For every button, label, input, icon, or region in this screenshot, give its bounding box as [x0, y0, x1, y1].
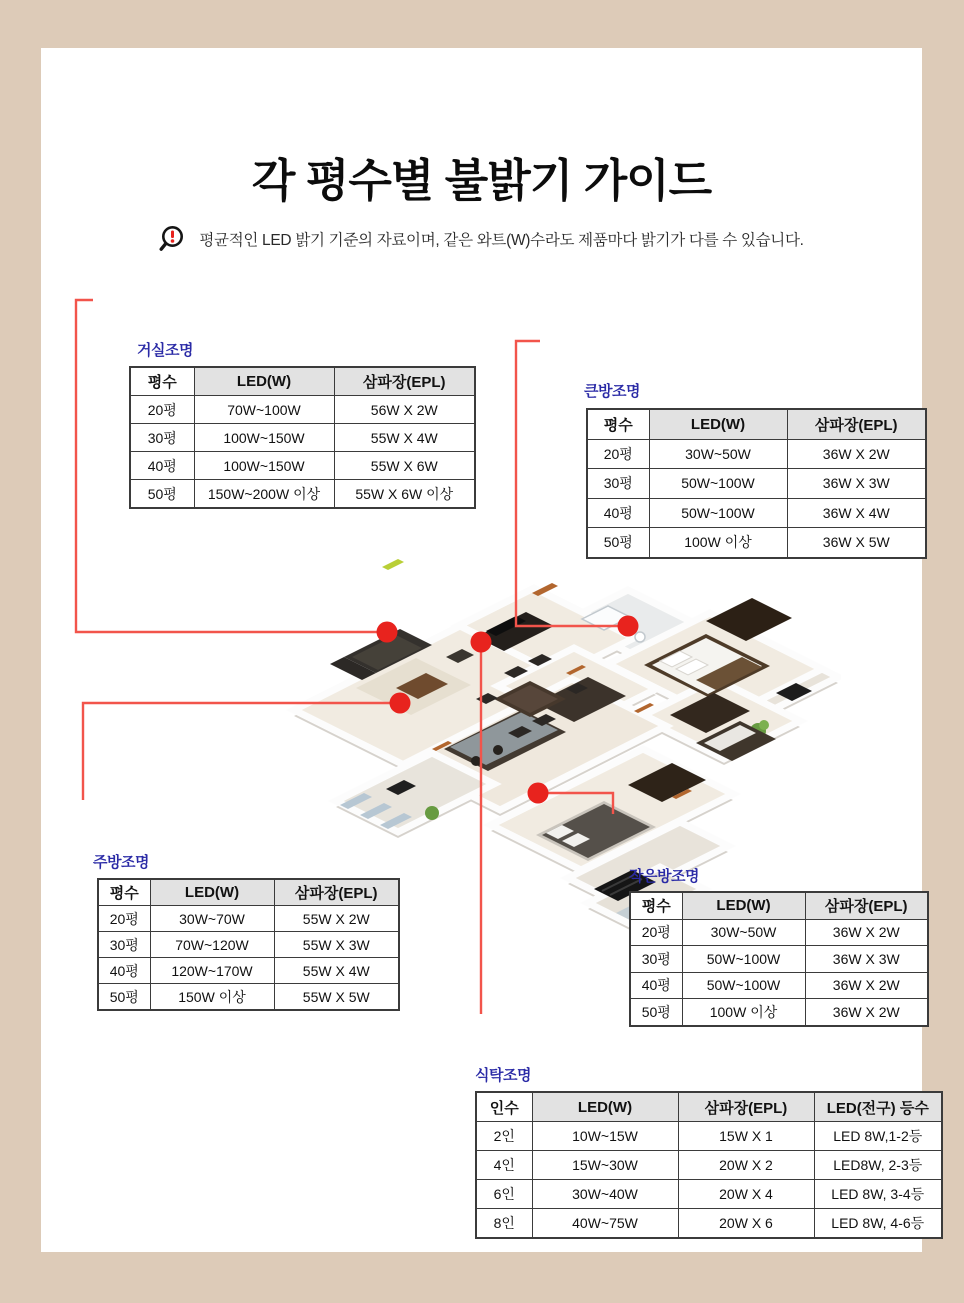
table-cell: 6인: [476, 1180, 532, 1209]
column-header: LED(전구) 등수: [814, 1092, 942, 1122]
notice-row: [41, 224, 922, 254]
table-cell: 55W X 4W: [334, 424, 475, 452]
table-row: [98, 984, 399, 1011]
table-row: [476, 1151, 942, 1180]
column-header: 삼파장(EPL): [334, 367, 475, 396]
table-cell: 40평: [630, 972, 682, 999]
table-cell: 30W~50W: [649, 439, 787, 469]
table-cell: 36W X 3W: [805, 946, 928, 973]
table-row: [98, 932, 399, 958]
table-cell: 20평: [630, 919, 682, 946]
column-header: 삼파장(EPL): [678, 1092, 814, 1122]
table-cell: 36W X 4W: [787, 498, 926, 528]
table-cell: LED8W, 2-3등: [814, 1151, 942, 1180]
column-header: 인수: [476, 1092, 532, 1122]
living-label: 거실조명: [137, 342, 193, 359]
table-cell: 50평: [98, 984, 150, 1011]
table-cell: 8인: [476, 1209, 532, 1239]
table-cell: 30평: [587, 469, 649, 499]
table-cell: 30평: [130, 424, 194, 452]
table-cell: 30W~50W: [682, 919, 805, 946]
table-cell: 55W X 4W: [274, 958, 399, 984]
table-row: [476, 1122, 942, 1151]
table-cell: 30평: [630, 946, 682, 973]
table-cell: 40평: [130, 452, 194, 480]
table-cell: 56W X 2W: [334, 396, 475, 424]
table-cell: 15W~30W: [532, 1151, 678, 1180]
table-row: [630, 946, 928, 973]
table-cell: 150W 이상: [150, 984, 274, 1011]
column-header: 평수: [130, 367, 194, 396]
table-cell: 100W~150W: [194, 424, 334, 452]
table-row: [130, 396, 475, 424]
table-cell: 100W~150W: [194, 452, 334, 480]
wall-art: [382, 559, 404, 570]
column-header: 평수: [630, 892, 682, 919]
table-cell: 36W X 5W: [787, 528, 926, 558]
header-row: [98, 879, 399, 906]
table-row: [130, 452, 475, 480]
table-cell: 50W~100W: [682, 946, 805, 973]
table-row: [476, 1180, 942, 1209]
table-cell: 100W 이상: [682, 999, 805, 1026]
content-panel: [41, 48, 929, 1252]
table-row: [630, 972, 928, 999]
table-cell: 120W~170W: [150, 958, 274, 984]
table-row: [587, 498, 926, 528]
table-cell: 36W X 2W: [805, 972, 928, 999]
table-cell: 2인: [476, 1122, 532, 1151]
header-row: [476, 1092, 942, 1122]
table-row: [587, 528, 926, 558]
header-row: [630, 892, 928, 919]
kitchen-label: 주방조명: [93, 854, 149, 871]
table-cell: 20평: [130, 396, 194, 424]
table-row: [587, 439, 926, 469]
table-cell: 30W~70W: [150, 906, 274, 932]
table-cell: 55W X 6W: [334, 452, 475, 480]
table-cell: 20평: [587, 439, 649, 469]
table-cell: 10W~15W: [532, 1122, 678, 1151]
table-cell: 20W X 6: [678, 1209, 814, 1239]
column-header: 삼파장(EPL): [274, 879, 399, 906]
column-header: LED(W): [532, 1092, 678, 1122]
dining-label: 식탁조명: [475, 1067, 531, 1084]
table-cell: LED 8W,1-2등: [814, 1122, 942, 1151]
table-cell: 50W~100W: [649, 469, 787, 499]
table-cell: 40평: [98, 958, 150, 984]
table-cell: 20평: [98, 906, 150, 932]
table-row: [630, 919, 928, 946]
table-cell: 70W~120W: [150, 932, 274, 958]
table-cell: 50W~100W: [649, 498, 787, 528]
table-row: [98, 906, 399, 932]
living-table: [129, 366, 476, 509]
table-row: [130, 480, 475, 509]
column-header: 평수: [98, 879, 150, 906]
table-cell: LED 8W, 4-6등: [814, 1209, 942, 1239]
notice-text: 평균적인 LED 밝기 기준의 자료이며, 같은 와트(W)수라도 제품마다 밝기가 다를 수 있습니다.: [199, 232, 804, 249]
table-cell: 30W~40W: [532, 1180, 678, 1209]
table-cell: 20W X 2: [678, 1151, 814, 1180]
table-cell: 40W~75W: [532, 1209, 678, 1239]
table-cell: 15W X 1: [678, 1122, 814, 1151]
table-cell: LED 8W, 3-4등: [814, 1180, 942, 1209]
table-row: [630, 999, 928, 1026]
table-cell: 36W X 3W: [787, 469, 926, 499]
header-row: [130, 367, 475, 396]
table-cell: 150W~200W 이상: [194, 480, 334, 509]
table-cell: 50평: [130, 480, 194, 509]
table-cell: 55W X 2W: [274, 906, 399, 932]
table-cell: 20W X 4: [678, 1180, 814, 1209]
table-cell: 100W 이상: [649, 528, 787, 558]
table-cell: 36W X 2W: [787, 439, 926, 469]
column-header: LED(W): [682, 892, 805, 919]
kitchen-table: [97, 878, 400, 1011]
table-cell: 70W~100W: [194, 396, 334, 424]
table-cell: 36W X 2W: [805, 999, 928, 1026]
header-row: [587, 409, 926, 439]
table-cell: 55W X 3W: [274, 932, 399, 958]
column-header: LED(W): [194, 367, 334, 396]
table-cell: 55W X 5W: [274, 984, 399, 1011]
column-header: LED(W): [150, 879, 274, 906]
big-room-table: [586, 408, 927, 559]
small-room-label: 작은방조명: [629, 868, 699, 885]
table-cell: 36W X 2W: [805, 919, 928, 946]
table-cell: 4인: [476, 1151, 532, 1180]
column-header: LED(W): [649, 409, 787, 439]
table-cell: 40평: [587, 498, 649, 528]
table-cell: 50평: [587, 528, 649, 558]
table-row: [130, 424, 475, 452]
small-room-table: [629, 891, 929, 1027]
magnifier-alert-icon: [159, 224, 189, 254]
column-header: 삼파장(EPL): [787, 409, 926, 439]
table-cell: 50평: [630, 999, 682, 1026]
column-header: 삼파장(EPL): [805, 892, 928, 919]
dining-table: [475, 1091, 943, 1239]
table-cell: 55W X 6W 이상: [334, 480, 475, 509]
table-row: [587, 469, 926, 499]
page-title: 각 평수별 불밝기 가이드: [251, 155, 712, 206]
table-cell: 30평: [98, 932, 150, 958]
table-cell: 50W~100W: [682, 972, 805, 999]
big-room-label: 큰방조명: [584, 383, 640, 400]
column-header: 평수: [587, 409, 649, 439]
table-row: [98, 958, 399, 984]
table-row: [476, 1209, 942, 1239]
